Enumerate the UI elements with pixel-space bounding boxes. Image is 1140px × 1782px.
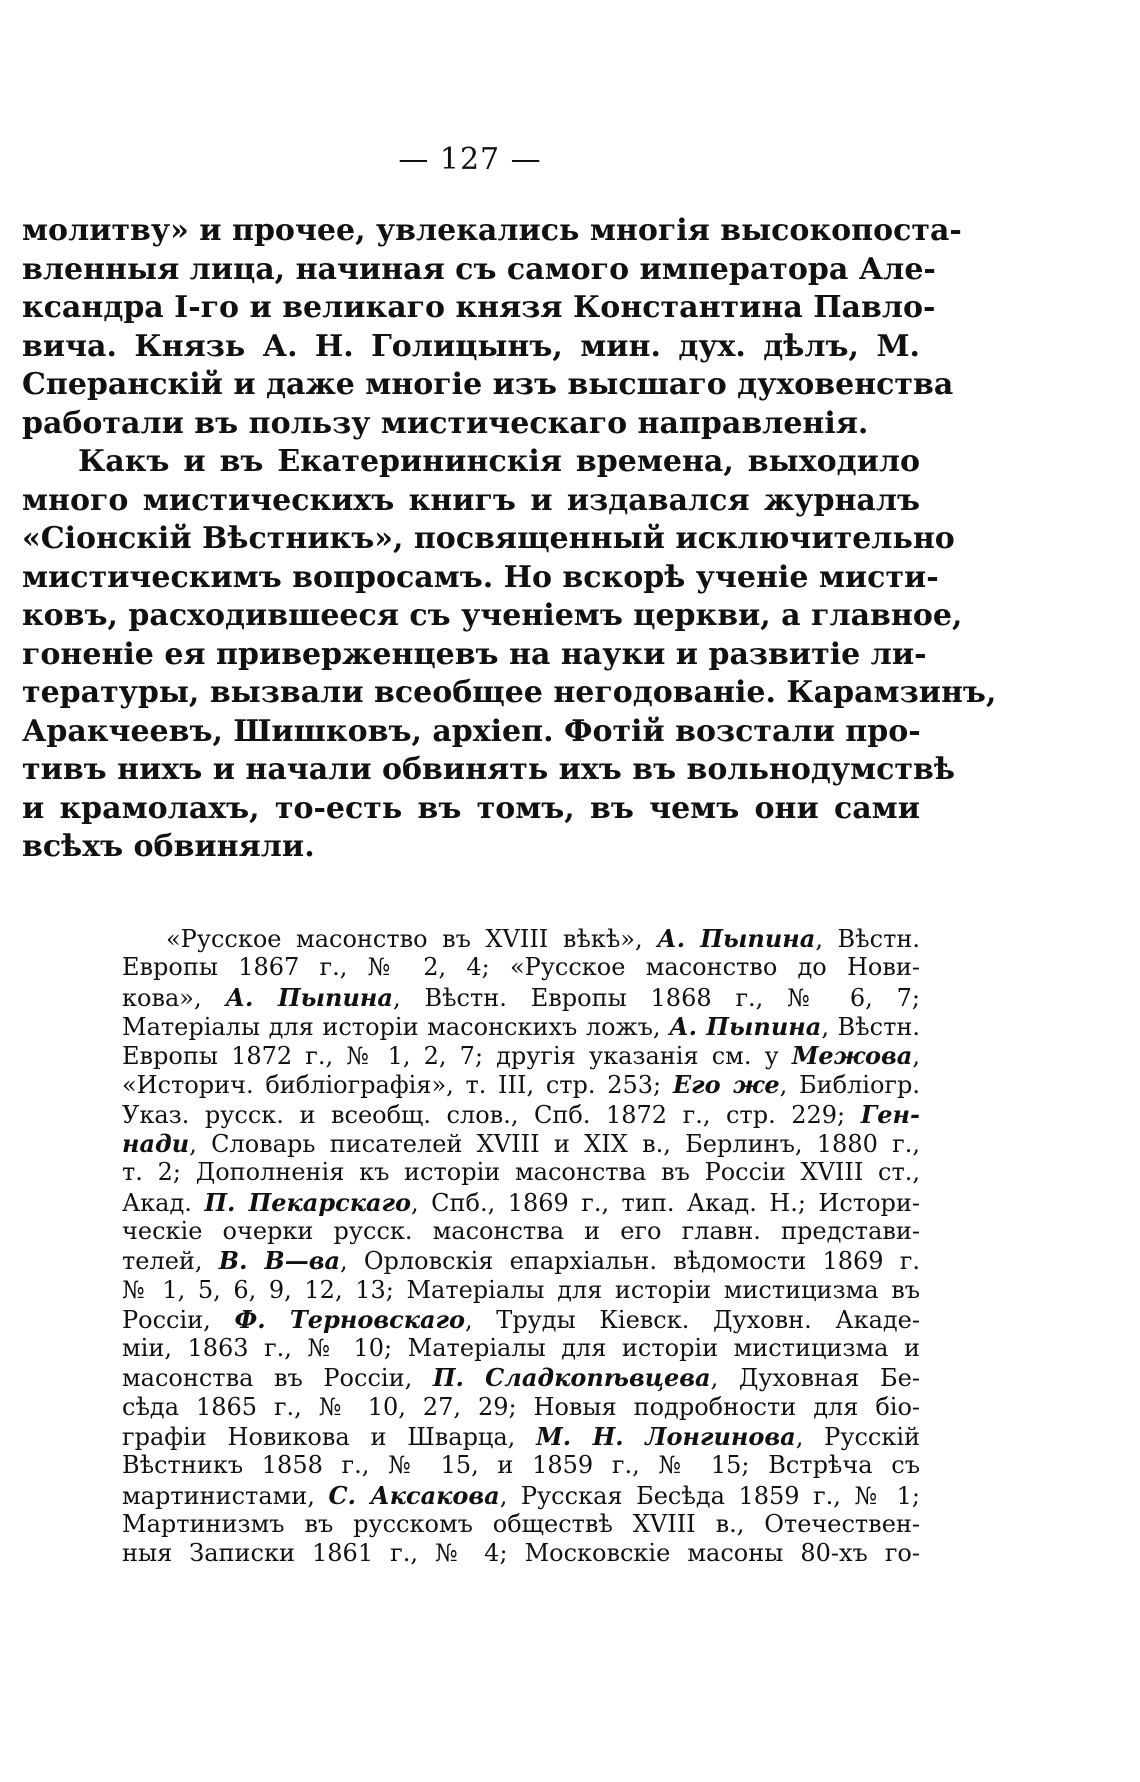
footnote-author: А. Пыпина (225, 982, 393, 1012)
footnote-text: , Духовная Бе- (710, 1364, 920, 1393)
footnote-text: Указ. русск. и всеобщ. слов., Спб. 1872 г., стр. 229; (122, 1100, 861, 1129)
footnote-author: П. Сладкопѣвцева (432, 1363, 711, 1393)
footnote-line (122, 1481, 920, 1510)
footnote-text: сѣда 1865 г., № 10, 27, 29; Новыя подробности для біо- (122, 1392, 920, 1421)
footnote-text: «Историч. библіографія», т. III, стр. 253; (122, 1071, 673, 1100)
main-text-line: всѣхъ обвиняли. (22, 829, 315, 864)
footnote-text: міи, 1863 г., № 10; Матеріалы для исторіи мистицизма и (122, 1334, 920, 1363)
main-text-line: и крамолахъ, то-есть въ томъ, въ чемъ они сами (22, 790, 920, 826)
footnote-text: , Орловскія епархіальн. вѣдомости 1869 г. (340, 1247, 921, 1276)
footnote-text: телей, (122, 1247, 219, 1276)
main-text-line: тивъ нихъ и начали обвинять ихъ въ вольнодумствѣ (22, 752, 955, 787)
footnote-line (122, 1217, 920, 1246)
footnote-text: Мартинизмъ въ русскомъ обществѣ XVIII в., Отечествен- (122, 1509, 920, 1538)
main-text-line: ковъ, расходившееся съ ученіемъ церкви, а главное, (22, 598, 963, 633)
footnote-text: , Труды Кіевск. Духовн. Акаде- (465, 1305, 920, 1334)
footnote-text: Вѣстникъ 1858 г., № 15, и 1859 г., № 15; Встрѣча съ (122, 1451, 920, 1480)
footnote-line (122, 1334, 920, 1363)
footnote-line (122, 1129, 920, 1158)
main-text-block (22, 212, 997, 867)
footnote-line (122, 1188, 920, 1217)
footnote-line (122, 1363, 920, 1392)
footnote-line (122, 953, 920, 982)
footnote-text: «Русское масонство въ XVIII вѣкѣ», (166, 925, 658, 953)
footnote-line (122, 1276, 920, 1305)
footnote-line (122, 1305, 920, 1334)
main-text-line: Сперанскій и даже многіе изъ высшаго духовенства (22, 367, 954, 402)
footnote-text: № 1, 5, 6, 9, 12, 13; Матеріалы для исторіи мистицизма въ (122, 1275, 920, 1304)
footnote-text: , Вѣстн. Европы 1868 г., № 6, 7; (392, 983, 920, 1012)
main-text-line: Аракчеевъ, Шишковъ, архіеп. Фотій возстали про- (22, 713, 921, 749)
footnote-text: Европы 1867 г., № 2, 4; «Русское масонство до Нови- (122, 953, 920, 982)
footnote-text: мартинистами, (122, 1481, 329, 1510)
footnote-text: , Библіогр. (779, 1071, 920, 1100)
footnote-author: Ф. Терновскаго (234, 1304, 466, 1334)
main-text-line: гоненіе ея приверженцевъ на науки и развитіе ли- (22, 636, 927, 672)
footnote-text: Матеріалы для исторіи масонскихъ ложъ, (122, 1012, 670, 1041)
footnote-author: П. Пекарскаго (204, 1187, 412, 1217)
footnote-author: нади (122, 1129, 190, 1159)
footnote-text: , Словарь писателей XVIII и XIX в., Берлинъ, 1880 г., (189, 1130, 920, 1159)
main-text-line: «Сіонскій Вѣстникъ», посвященный исключительно (22, 521, 955, 556)
footnote-text: графіи Новикова и Шварца, (122, 1423, 537, 1452)
page-number: — 127 — (398, 142, 542, 177)
main-text-line: ксандра I-го и великаго князя Константина Павло- (22, 290, 936, 325)
footnote-line (122, 924, 920, 953)
footnote-line (122, 1246, 920, 1275)
footnote-text: кова», (122, 983, 226, 1012)
footnote-text: Россіи, (122, 1305, 235, 1334)
footnote-author: А. Пыпина (657, 924, 816, 953)
footnote-line (122, 983, 920, 1012)
footnote-text: , Русскій (795, 1423, 921, 1452)
footnote-author: С. Аксакова (328, 1480, 500, 1510)
footnote-line (122, 1158, 920, 1187)
main-text-line: вленныя лица, начиная съ самого императора Але- (22, 251, 936, 287)
footnote-author: Его же (672, 1070, 780, 1100)
main-text-line: Какъ и въ Екатерининскія времена, выходило (78, 444, 920, 479)
footnote-line (122, 1539, 920, 1568)
footnote-text: , Вѣстн. (815, 925, 920, 953)
main-text-line: молитву» и прочее, увлекались многія высокопоста- (22, 213, 962, 248)
footnote-line (122, 1100, 920, 1129)
footnote-text: , Спб., 1869 г., тип. Акад. Н.; Истори- (411, 1188, 920, 1217)
footnote-line (122, 1012, 920, 1041)
footnote-text: масонства въ Россіи, (122, 1364, 433, 1393)
footnote-line (122, 1451, 920, 1480)
footnote-text: Европы 1872 г., № 1, 2, 7; другія указанія см. у (122, 1042, 792, 1071)
footnote-text: Акад. (122, 1188, 205, 1217)
main-text-line: много мистическихъ книгъ и издавался журналъ (22, 482, 920, 518)
main-text-line: вича. Князь А. Н. Голицынъ, мин. дух. дѣлъ, М. (22, 328, 920, 364)
footnote-line (122, 1393, 920, 1422)
main-text-line: мистическимъ вопросамъ. Но вскорѣ ученіе мисти- (22, 559, 939, 595)
footnote-line (122, 1041, 920, 1070)
footnote-line (122, 1422, 920, 1451)
footnote-text: , (912, 1042, 920, 1071)
footnote-author: М. Н. Лонгинова (536, 1422, 796, 1452)
footnote-author: В. В—ва (218, 1246, 341, 1276)
main-text-line: работали въ пользу мистическаго направленія. (22, 405, 869, 441)
footnote-text: , Вѣстн. (821, 1012, 920, 1041)
footnote-line (122, 1510, 920, 1539)
footnote-text: ныя Записки 1861 г., № 4; Московскіе масоны 80-хъ го- (122, 1539, 920, 1568)
footnote-line (122, 1070, 920, 1099)
footnote-author: Межова (791, 1041, 913, 1071)
footnote-text: ческіе очерки русск. масонства и его главн. представи- (122, 1216, 920, 1245)
footnote-block (122, 924, 920, 1569)
footnote-author: Ген- (860, 1099, 920, 1129)
footnote-text: т. 2; Дополненія къ исторіи масонства въ Россіи XVIII ст., (122, 1158, 920, 1187)
main-text-line: тературы, вызвали всеобщее негодованіе. Карамзинъ, (22, 675, 997, 710)
footnote-text: , Русская Бесѣда 1859 г., № 1; (499, 1481, 920, 1510)
footnote-author: А. Пыпина (669, 1011, 822, 1041)
